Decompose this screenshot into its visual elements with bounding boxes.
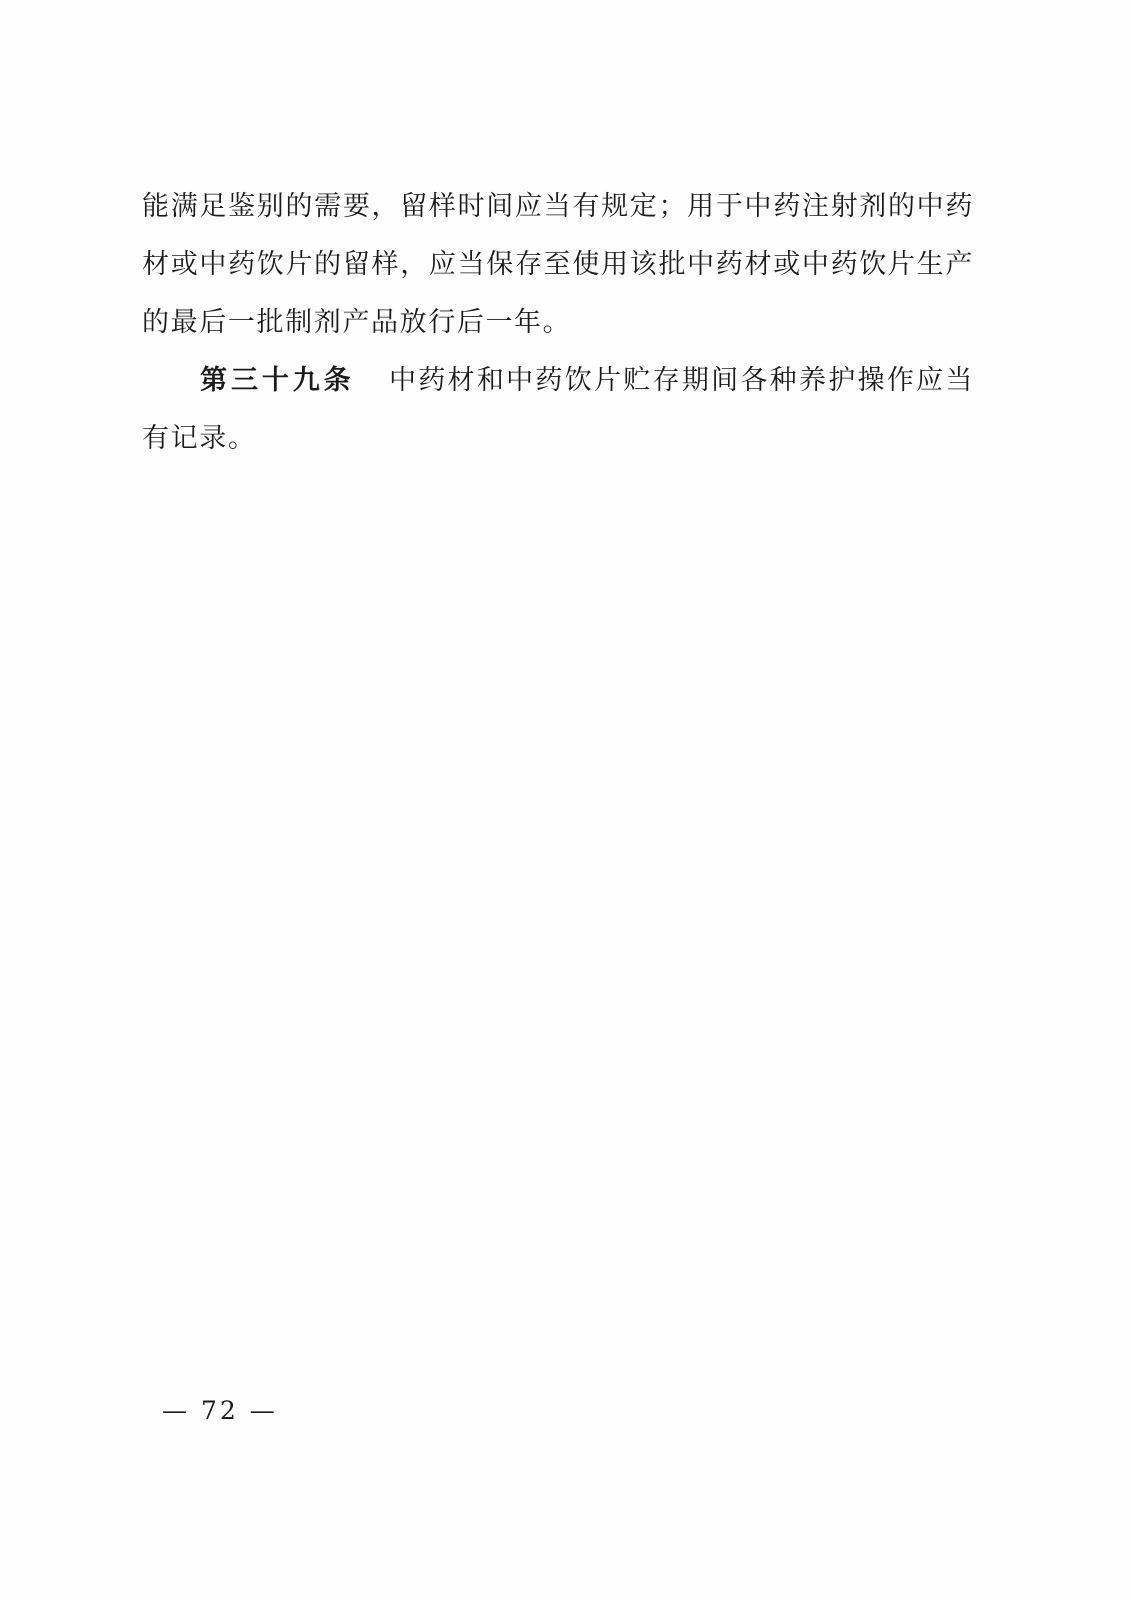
page-body bbox=[142, 178, 974, 468]
paragraph-continuation: 能满足鉴别的需要，留样时间应当有规定；用于中药注射剂的中药材或中药饮片的留样，应当保存至使用该批中药材或中药饮片生产的最后一批制剂产品放行后一年。 bbox=[142, 191, 974, 338]
article-label: 第三十九条 bbox=[200, 365, 355, 396]
article-paragraph bbox=[142, 352, 974, 468]
article-text: 中药材和中药饮片贮存期间各种养护操作应当有记录。 bbox=[142, 365, 975, 454]
page-number: — 72 — bbox=[162, 1396, 278, 1425]
